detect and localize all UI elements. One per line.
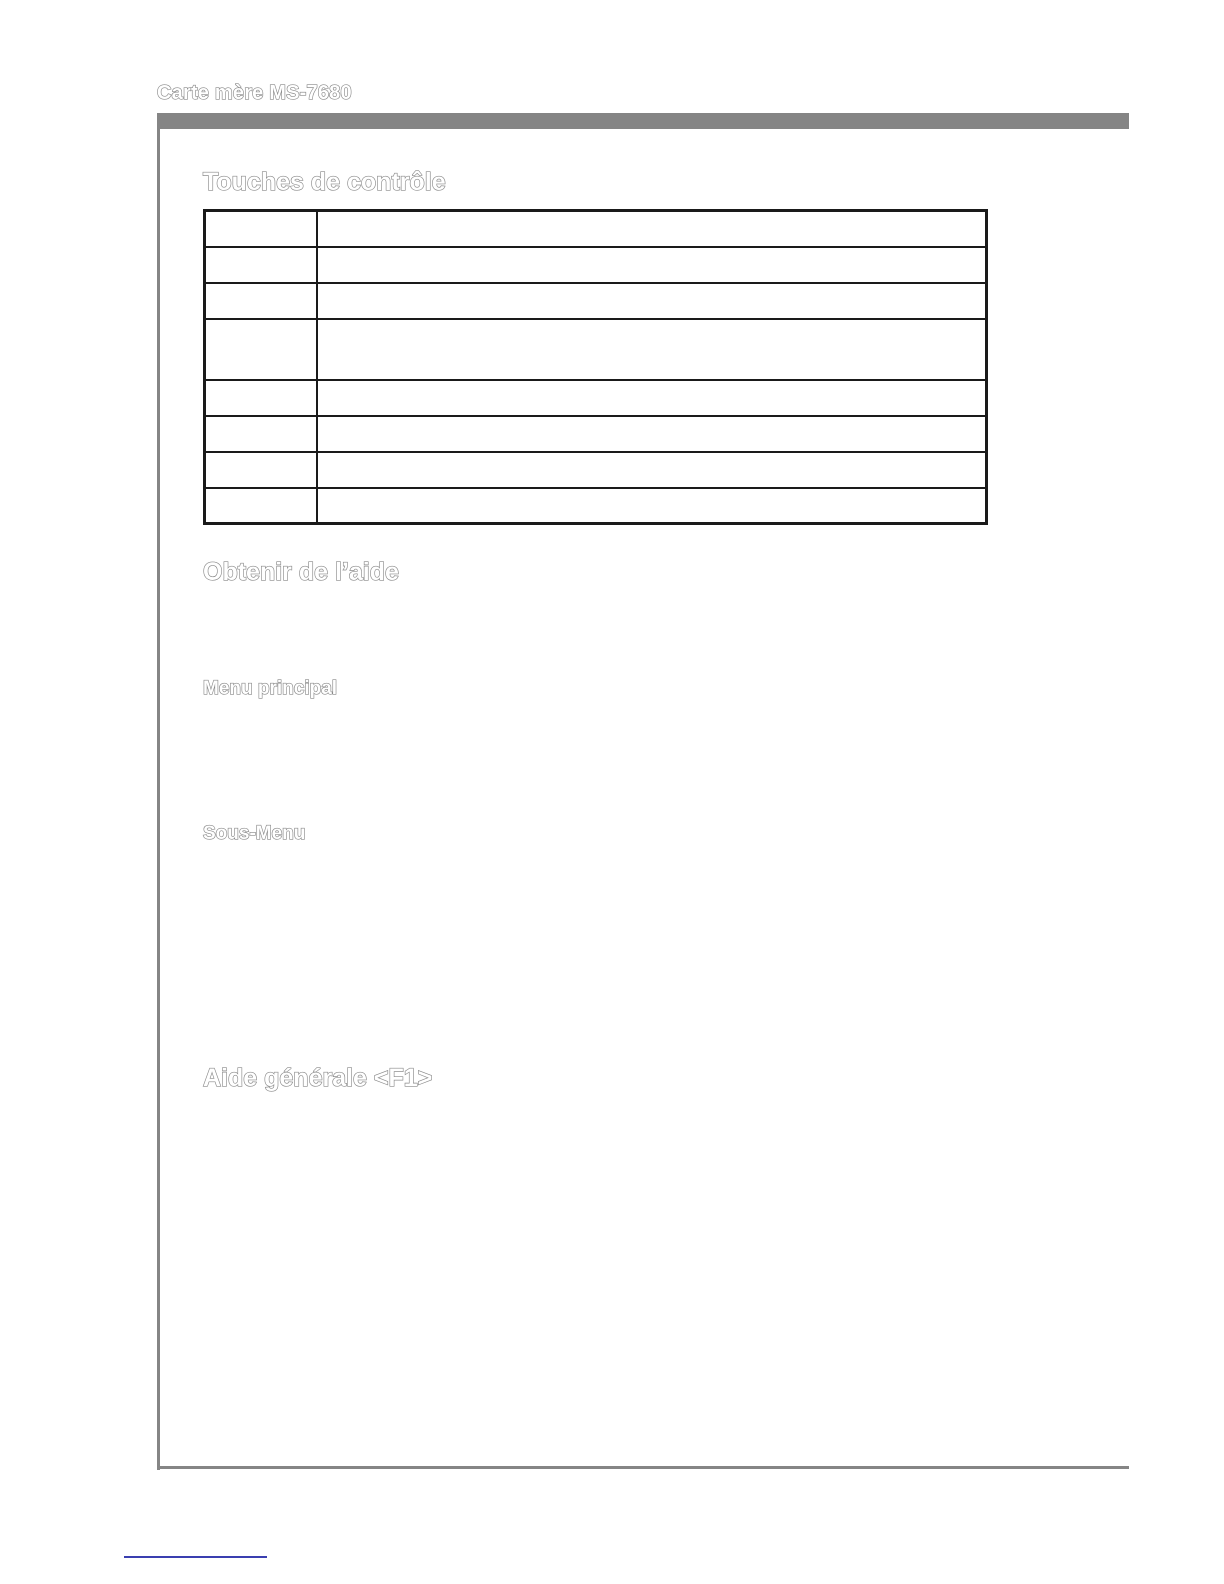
table-row [205,247,987,283]
table-row [205,488,987,524]
table-cell-description [317,211,987,247]
table-row [205,211,987,247]
frame-bottom-rule [157,1466,1129,1469]
table-cell-key [205,380,318,416]
heading-get-help: Obtenir de l’aide [203,558,399,586]
table-cell-description [317,247,987,283]
heading-general-help: Aide générale <F1> [203,1064,433,1092]
table-cell-description [317,283,987,319]
heading-control-keys: Touches de contrôle [203,168,446,196]
table-cell-key [205,452,318,488]
table-cell-key [205,283,318,319]
table-cell-description [317,380,987,416]
table-cell-description [317,452,987,488]
table-cell-key [205,319,318,380]
header-bar [157,113,1129,129]
table-cell-key [205,488,318,524]
heading-main-menu: Menu principal [203,678,338,699]
table-cell-description [317,416,987,452]
footer-link-underline[interactable] [124,1556,267,1558]
control-keys-table [203,209,988,525]
table-row [205,319,987,380]
table-row [205,283,987,319]
table-cell-key [205,247,318,283]
table-cell-key [205,211,318,247]
page-header-title: Carte mère MS-7680 [157,82,352,104]
table-row [205,416,987,452]
table-cell-key [205,416,318,452]
table-row [205,452,987,488]
table-row [205,380,987,416]
heading-sub-menu: Sous-Menu [203,823,306,844]
table-cell-description [317,319,987,380]
table-cell-description [317,488,987,524]
frame-left-rule [157,113,160,1470]
